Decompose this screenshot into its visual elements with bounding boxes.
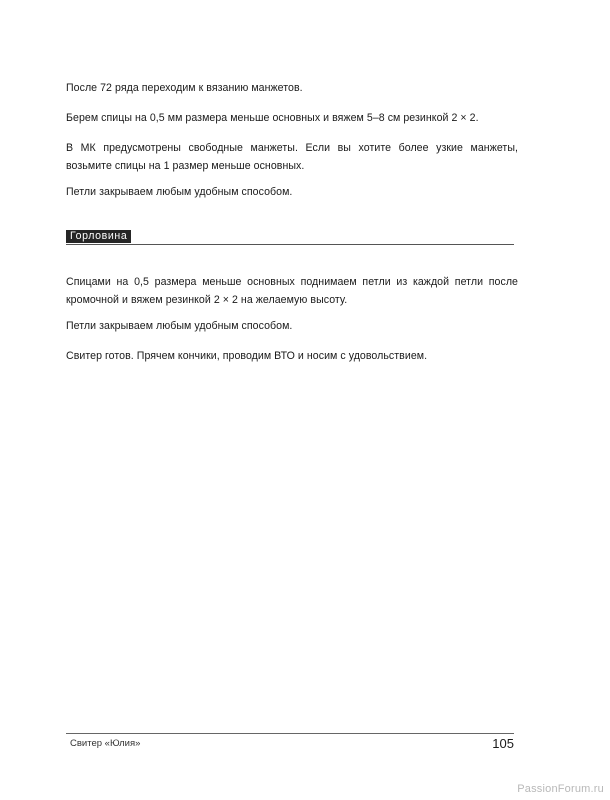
paragraph-cuffs-note: В МК предусмотрены свободные манжеты. Если вы хотите более узкие манжеты, возьмите спицы на 1 размер меньше основных. [66, 142, 518, 172]
page-number: 105 [492, 736, 514, 751]
paragraph-finish: Свитер готов. Прячем кончики, проводим ВТО и носим с удовольствием. [66, 350, 428, 362]
paragraph-cuffs-start: После 72 ряда переходим к вязанию манжетов. [66, 82, 303, 94]
footer-title: Свитер «Юлия» [70, 738, 141, 749]
watermark: PassionForum.ru [517, 783, 604, 795]
paragraph-neckline-bindoff: Петли закрываем любым удобным способом. [66, 320, 293, 332]
section-header-neckline [66, 230, 514, 245]
paragraph-cuffs-needles: Берем спицы на 0,5 мм размера меньше основных и вяжем 5–8 см резинкой 2 × 2. [66, 112, 479, 124]
footer-divider [66, 733, 514, 734]
paragraph-cuffs-bindoff: Петли закрываем любым удобным способом. [66, 186, 293, 198]
paragraph-neckline-pickup: Спицами на 0,5 размера меньше основных поднимаем петли из каждой петли после кромочной и вяжем резинкой 2 × 2 на желаемую высоту. [66, 276, 518, 306]
section-title: Горловина [66, 230, 131, 243]
